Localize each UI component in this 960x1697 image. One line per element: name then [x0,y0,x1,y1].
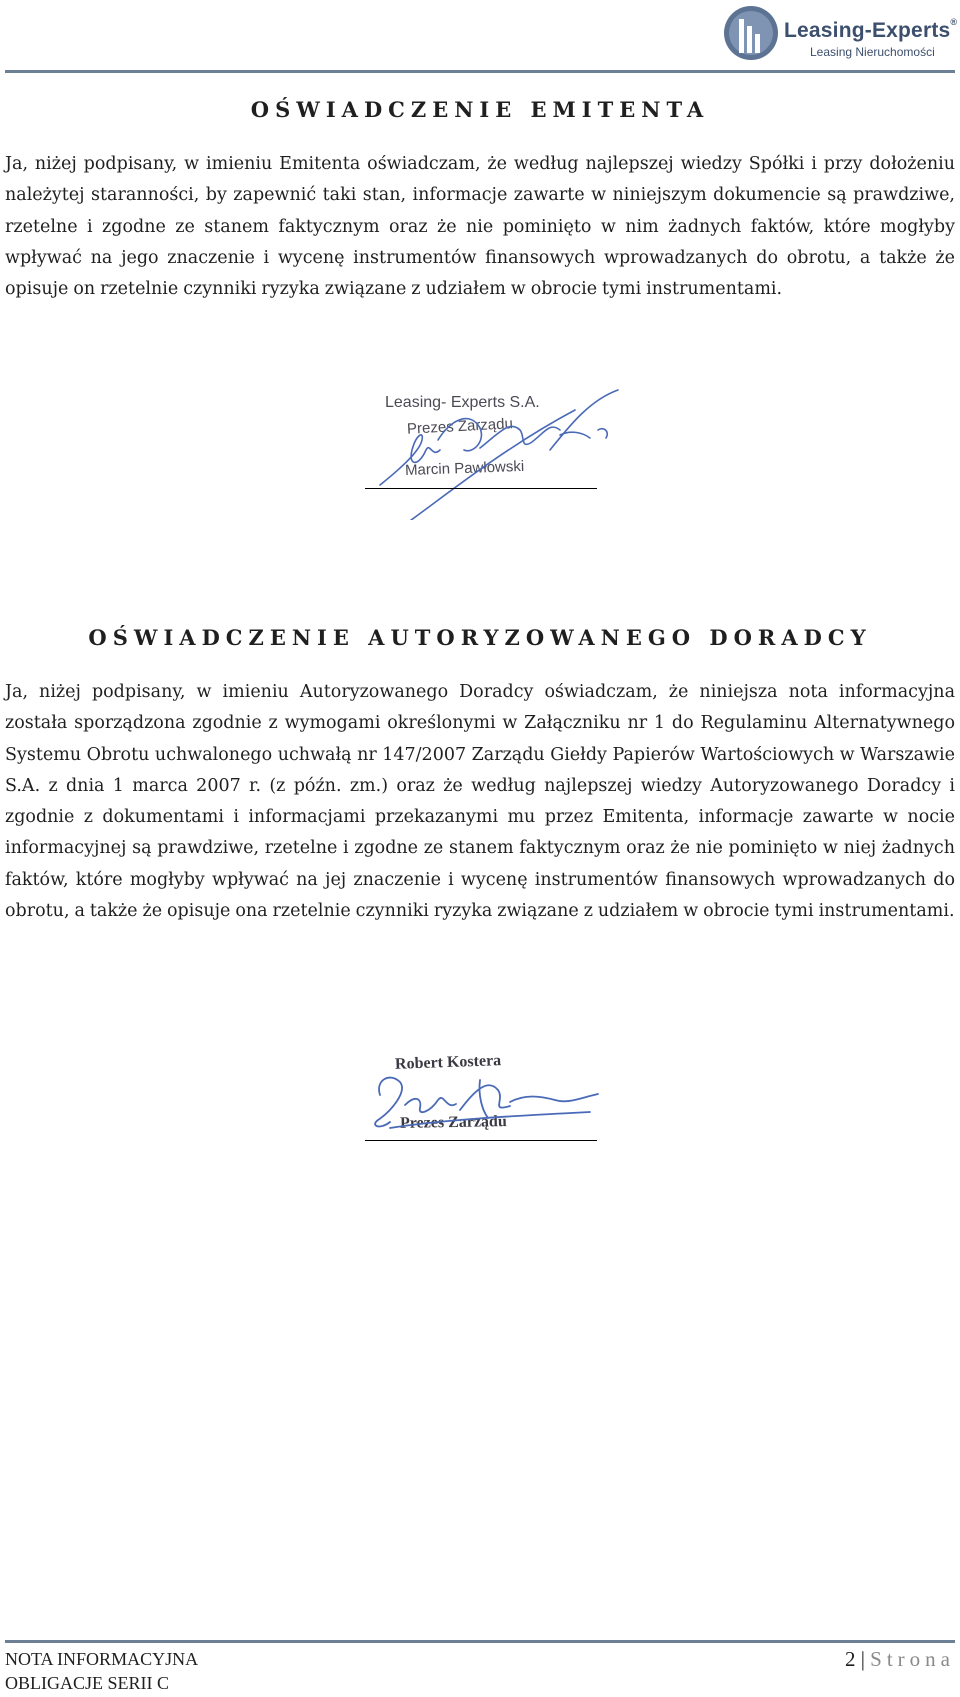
footer-document-series: OBLIGACJE SERII C [5,1673,170,1693]
issuer-handwritten-signature [360,380,630,520]
issuer-signature-line [365,488,597,489]
footer-rule [5,1640,955,1643]
advisor-signature-line [365,1140,597,1141]
page-number: 2 [844,1647,856,1671]
advisor-handwritten-signature [360,1050,610,1140]
issuer-signature-block [360,380,630,520]
advisor-statement-title: OŚWIADCZENIE AUTORYZOWANEGO DORADCY [88,625,872,650]
company-logo [722,4,956,64]
advisor-stamp-role: Prezes Zarządu [399,1113,507,1132]
logo-mark-icon [722,4,780,62]
footer-page-indicator [845,1647,955,1671]
footer-document-info [5,1647,198,1695]
advisor-signature-block [360,1050,610,1140]
page-separator: | [860,1647,865,1671]
advisor-stamp-name: Robert Kostera [394,1052,502,1073]
issuer-stamp-name: Marcin Pawłowski [404,457,525,480]
issuer-stamp-company: Leasing- Experts S.A. [385,394,540,411]
header-rule [5,70,955,73]
page-word: Strona [870,1647,955,1671]
issuer-statement-body: Ja, niżej podpisany, w imieniu Emitenta oświadczam, że według najlepszej wiedzy Spółki i przy dołożeniu należytej staranności, by zapewnić taki stan, informacje zawarte w niniejszym dokumencie są prawdziwe, rzetelne i zgodne ze stanem faktycznym oraz że nie pominięto w nim żadnych faktów, które mogłyby wpływać na jego znaczenie i wycenę instrumentów finansowych wprowadzanych do obrotu, a także że opisuje on rzetelnie czynniki ryzyka związane z udziałem w obrocie tymi instrumentami. [5,154,955,300]
issuer-stamp-role: Prezes Zarządu [406,415,514,438]
advisor-statement-body: Ja, niżej podpisany, w imieniu Autoryzowanego Doradcy oświadczam, że niniejsza nota informacyjna została sporządzona zgodnie z wymogami określonymi w Załączniku nr 1 do Regulaminu Alternatywnego Systemu Obrotu uchwalonego uchwałą nr 147/2007 Zarządu Giełdy Papierów Wartościowych w Warszawie S.A. z dnia 1 marca 2007 r. (z późn. zm.) oraz że według najlepszej wiedzy Autoryzowanego Doradcy i zgodnie z dokumentami i informacjami przekazanymi mu przez Emitenta, informacje zawarte w nocie informacyjnej są prawdziwe, rzetelne i zgodne ze stanem faktycznym oraz że nie pominięto w niej żadnych faktów, które mogłyby wpływać na jej znaczenie i wycenę instrumentów finansowych wprowadzanych do obrotu, a także że opisuje ona rzetelnie czynniki ryzyka związane z udziałem w obrocie tymi instrumentami. [5,682,955,922]
issuer-statement-title: OŚWIADCZENIE EMITENTA [250,97,710,122]
footer-document-type: NOTA INFORMACYJNA [5,1649,199,1669]
logo-tagline: Leasing Nieruchomości [810,45,935,59]
logo-name: Leasing-Experts® [784,17,958,42]
